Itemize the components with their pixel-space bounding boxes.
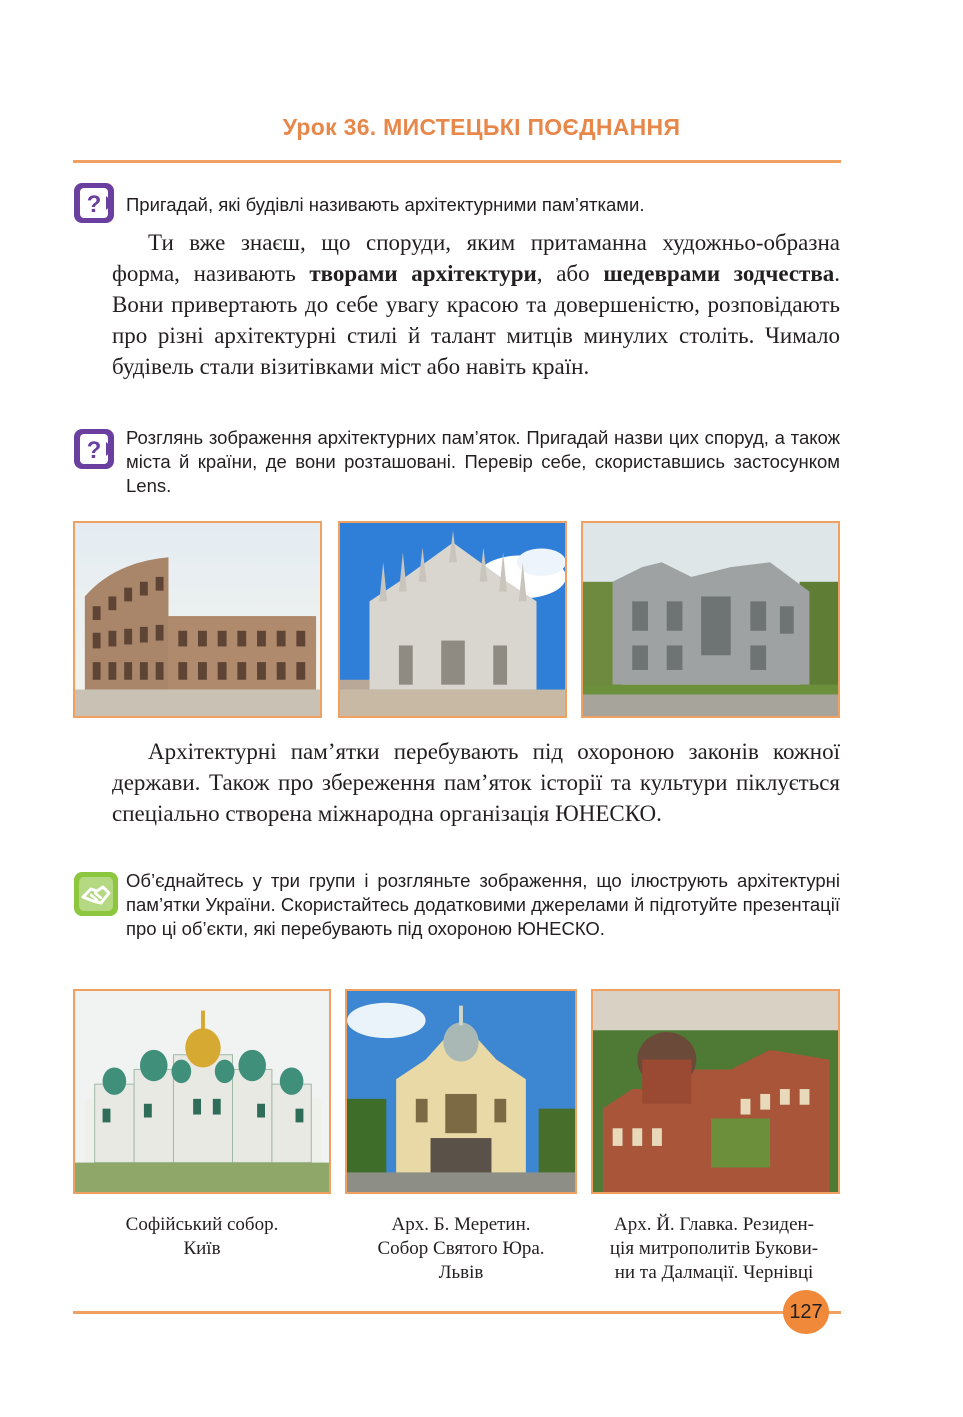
question-1-text: Пригадай, які будівлі називають архітектурними пам’ятками. [126, 194, 645, 215]
caption-2-line-2: Собор Святого Юра. [377, 1238, 545, 1259]
st-sophia-cathedral-photo [73, 989, 331, 1194]
caption-2-line-3: Львів [438, 1262, 484, 1283]
caption-3-line-2: ція митрополитів Букови- [609, 1238, 819, 1259]
unesco-paragraph [112, 736, 840, 829]
top-divider [73, 160, 841, 163]
para2-text: Архітектурні пам’ятки перебувають під охороною законів кожної держави. Також про збереження пам’яток історії та культури піклується спеціально створена міжнародна організація ЮНЕСКО. [112, 739, 840, 826]
question-mark-icon [73, 182, 115, 224]
caption-3-line-1: Арх. Й. Главка. Резиден- [613, 1214, 814, 1235]
lesson-title: Урок 36. МИСТЕЦЬКІ ПОЄДНАННЯ [282, 114, 681, 140]
group-task-text: Об’єднайтесь у три групи і розгляньте зображення, що ілюструють архітектурні пам’ятки України. Скористайтесь додатковими джерелами й підготуйте презентації про ці об’єкти, які перебувають під охороною ЮНЕСКО. [126, 870, 840, 939]
question-mark-icon [73, 428, 115, 470]
page-number: 127 [783, 1290, 829, 1334]
para1-part1: Ти вже знаєш, що споруди, яким притаманна художньо-образна форма, називають [112, 230, 840, 286]
intro-paragraph [112, 227, 840, 382]
caption-2-line-1: Арх. Б. Меретин. [391, 1214, 531, 1235]
caption-3-line-3: ни та Далмації. Чернівці [614, 1262, 814, 1283]
caption-1-line-2: Київ [183, 1238, 221, 1259]
para1-part2: , або [536, 261, 604, 286]
chernivtsi-residence-photo [591, 989, 840, 1194]
st-george-cathedral-photo [345, 989, 577, 1194]
caption-chernivtsi-residence [583, 1213, 845, 1285]
colosseum-photo [73, 521, 322, 718]
svg-text:?: ? [86, 191, 102, 218]
bottom-divider [73, 1311, 841, 1314]
para1-part3: . Вони привертають до себе увагу красою та довершеністю, розповідають про різні архітектурні стилі й талант митців минулих століть. Чимало будівель стали візитівками міст або навіть країн. [112, 261, 841, 379]
milan-cathedral-photo [338, 521, 567, 718]
question-2-text: Розглянь зображення архітектурних пам’яток. Пригадай назви цих споруд, а також міста й країни, де вони розташовані. Перевір себе, скориставшись застосунком Lens. [126, 427, 840, 496]
handshake-icon [73, 871, 119, 917]
caption-st-george [345, 1213, 577, 1285]
svg-text:?: ? [86, 437, 102, 464]
caption-1-line-1: Софійський собор. [125, 1214, 279, 1235]
caption-st-sophia [73, 1213, 331, 1261]
house-with-chimeras-photo [581, 521, 840, 718]
term-architecture-works: творами архітектури [309, 261, 537, 286]
term-masterpieces: шедеврами зодчества [603, 261, 835, 286]
